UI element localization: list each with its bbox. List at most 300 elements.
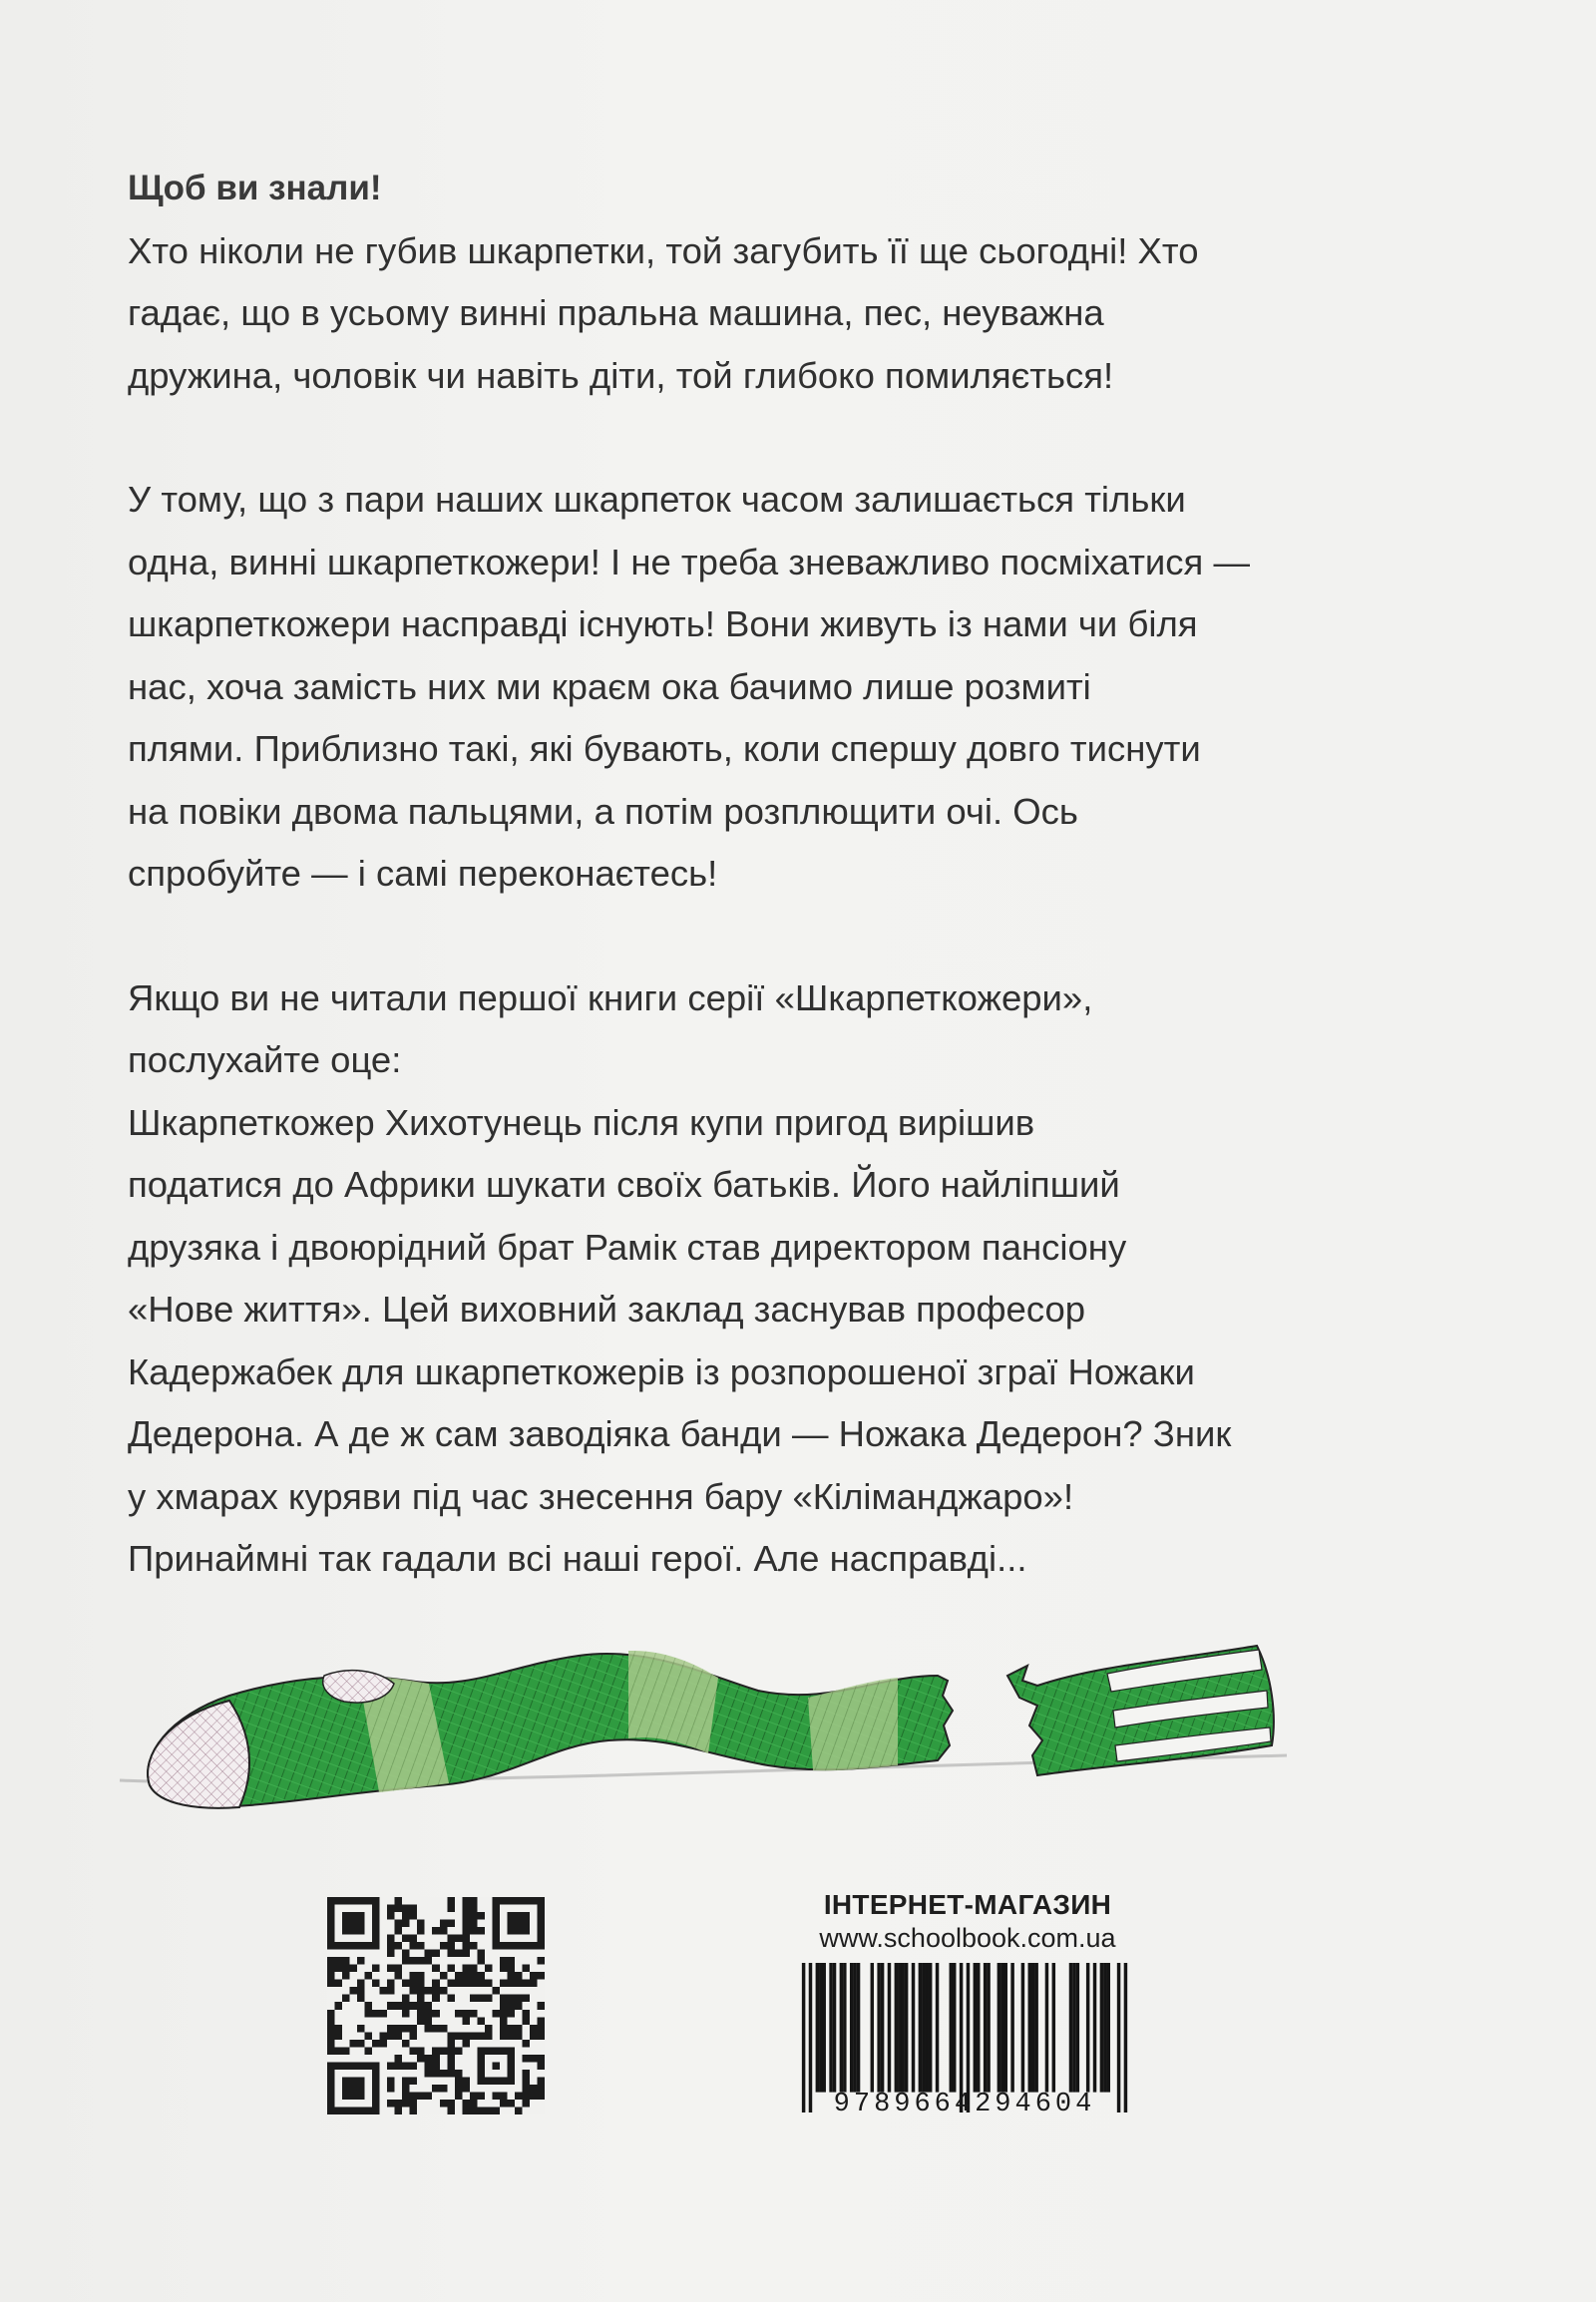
qr-module (357, 1957, 365, 1965)
qr-module (500, 2002, 508, 2010)
qr-module (410, 1972, 418, 1980)
qr-module (500, 2010, 508, 2018)
qr-module (335, 1957, 343, 1965)
qr-module (537, 2085, 545, 2093)
qr-module (402, 2077, 410, 2085)
qr-module (440, 1927, 448, 1935)
online-store-label (768, 1888, 1167, 1954)
qr-module (387, 2025, 395, 2033)
qr-module (402, 1980, 410, 1988)
qr-module (455, 2092, 463, 2100)
qr-module (447, 2047, 455, 2055)
qr-module (522, 2085, 530, 2093)
barcode-bar (819, 1963, 822, 2093)
qr-module (402, 2085, 410, 2093)
qr-module (477, 1912, 485, 1920)
qr-module (500, 2025, 508, 2033)
qr-module (350, 1965, 358, 1973)
barcode-bar (843, 1963, 846, 2093)
qr-module (462, 1905, 470, 1913)
barcode-bar (977, 1963, 980, 2093)
qr-module (462, 1935, 470, 1943)
barcode-bar (895, 1963, 898, 2093)
barcode-bar (1107, 1963, 1110, 2093)
sock-toe (148, 1701, 249, 1808)
qr-module (537, 2025, 545, 2033)
qr-module (395, 1942, 403, 1950)
qr-module (357, 2040, 365, 2048)
qr-module (522, 1965, 530, 1973)
barcode-bar (919, 1963, 922, 2093)
qr-module (417, 1987, 425, 1995)
barcode-bar (871, 1963, 874, 2093)
qr-module (432, 2047, 440, 2055)
qr-module (447, 2055, 455, 2063)
qr-module (402, 2025, 410, 2033)
qr-module (417, 2047, 425, 2055)
qr-module (507, 1957, 515, 1965)
qr-module (387, 1980, 395, 1988)
qr-module (395, 1927, 403, 1935)
qr-module (447, 2100, 455, 2108)
qr-module (417, 1927, 425, 1935)
qr-module (522, 2100, 530, 2108)
qr-module (335, 2002, 343, 2010)
barcode-bar (953, 1963, 956, 2093)
qr-module (530, 2092, 538, 2100)
qr-module (447, 1965, 455, 1973)
qr-module (327, 1965, 335, 1973)
qr-module (455, 1980, 463, 1988)
qr-module (432, 1950, 440, 1958)
qr-module (425, 2025, 433, 2033)
qr-module (432, 1987, 440, 1995)
qr-module (477, 2092, 485, 2100)
barcode-bar (912, 1963, 915, 2093)
barcode-bar (1034, 1963, 1037, 2093)
qr-module (342, 2047, 350, 2055)
qr-module (470, 1942, 478, 1950)
barcode-bar (1093, 1963, 1096, 2093)
qr-module (357, 1987, 365, 1995)
qr-module (507, 2010, 515, 2018)
qr-module (432, 1980, 440, 1988)
qr-module (387, 1905, 395, 1913)
qr-module (455, 2010, 463, 2018)
barcode-bar (905, 1963, 908, 2093)
qr-module (462, 1912, 470, 1920)
qr-module (522, 2055, 530, 2063)
qr-module (440, 2047, 448, 2055)
qr-module (440, 2100, 448, 2108)
qr-module (447, 2062, 455, 2070)
qr-module (395, 2062, 403, 2070)
qr-module (327, 2025, 335, 2033)
qr-module (500, 1995, 508, 2003)
qr-module (410, 1912, 418, 1920)
qr-module (387, 2032, 395, 2040)
qr-module (447, 1920, 455, 1928)
qr-module (327, 2017, 335, 2025)
qr-module (447, 1980, 455, 1988)
qr-module (507, 2032, 515, 2040)
qr-module (530, 1972, 538, 1980)
qr-module (425, 2092, 433, 2100)
qr-module (432, 2010, 440, 2018)
qr-module (365, 2010, 373, 2018)
paragraph-series-note: Якщо ви не читали першої книги серії «Шкарпеткожери», послухайте оце: (128, 976, 1093, 1080)
qr-module (537, 1972, 545, 1980)
qr-module (395, 2055, 403, 2063)
qr-module (387, 1987, 395, 1995)
barcode-bar (922, 1963, 925, 2093)
qr-module (417, 2055, 425, 2063)
qr-module (372, 1965, 380, 1973)
qr-module (507, 1995, 515, 2003)
qr-module (477, 1927, 485, 1935)
qr-module (395, 1897, 403, 1905)
qr-module (440, 2070, 448, 2078)
qr-module (387, 2100, 395, 2108)
qr-module (335, 2025, 343, 2033)
qr-module (365, 2047, 373, 2055)
qr-module (485, 1980, 493, 1988)
barcode-bar (1031, 1963, 1034, 2093)
qr-module (380, 2010, 388, 2018)
qr-module (350, 1987, 358, 1995)
qr-module (462, 1927, 470, 1935)
barcode-bar (877, 1963, 880, 2093)
barcode-bar (1076, 1963, 1079, 2093)
qr-module (470, 1927, 478, 1935)
qr-module (477, 1995, 485, 2003)
qr-module (387, 2085, 395, 2093)
barcode-bar (1010, 1963, 1013, 2093)
qr-module (485, 2107, 493, 2114)
qr-module (507, 2025, 515, 2033)
qr-module (357, 1980, 365, 1988)
qr-module (395, 1920, 403, 1928)
qr-module (522, 1980, 530, 1988)
qr-module (410, 2002, 418, 2010)
qr-module (462, 1897, 470, 1905)
qr-module (537, 2092, 545, 2100)
qr-module (470, 2107, 478, 2114)
torn-sock-illustration (110, 1636, 1317, 1855)
qr-module (410, 2032, 418, 2040)
qr-module (455, 2085, 463, 2093)
qr-module (440, 1942, 448, 1950)
paragraph-intro: Хто ніколи не губив шкарпетки, той загубить її ще сьогодні! Хто гадає, що в усьому винні пральна машина, пес, неуважна дружина, чоловік чи навіть діти, той глибоко помиляється! (128, 229, 1199, 396)
qr-module (365, 1972, 373, 1980)
qr-module (410, 2092, 418, 2100)
qr-module (500, 1965, 508, 1973)
qr-module (402, 1957, 410, 1965)
qr-module (537, 2032, 545, 2040)
qr-module (477, 1980, 485, 1988)
qr-module (372, 2010, 380, 2018)
qr-module (410, 1942, 418, 1950)
qr-module (402, 1920, 410, 1928)
barcode-bar (888, 1963, 891, 2093)
qr-module (470, 1965, 478, 1973)
qr-module (462, 1950, 470, 1958)
qr-module (395, 1965, 403, 1973)
qr-module (470, 2032, 478, 2040)
qr-module (485, 1995, 493, 2003)
qr-module (530, 2085, 538, 2093)
qr-module (500, 2092, 508, 2100)
qr-module (477, 1957, 485, 1965)
qr-module (417, 1980, 425, 1988)
barcode-bar (829, 1963, 832, 2093)
qr-module (410, 1905, 418, 1913)
qr-module (477, 1972, 485, 1980)
qr-module (417, 2092, 425, 2100)
qr-module (455, 2070, 463, 2078)
qr-module (462, 1972, 470, 1980)
qr-module (432, 1965, 440, 1973)
qr-module (447, 2070, 455, 2078)
qr-module (447, 1905, 455, 1913)
qr-module (425, 2017, 433, 2025)
qr-module (462, 2107, 470, 2114)
qr-module (402, 2040, 410, 2048)
qr-module (530, 2025, 538, 2033)
qr-module (327, 2040, 335, 2048)
qr-module (432, 1927, 440, 1935)
qr-module (425, 2002, 433, 2010)
qr-module (425, 2062, 433, 2070)
qr-module (402, 1935, 410, 1943)
qr-module (417, 2017, 425, 2025)
barcode-bar (929, 1963, 932, 2093)
qr-module (462, 2032, 470, 2040)
qr-module (432, 2070, 440, 2078)
qr-module (500, 1957, 508, 1965)
barcode-bar (998, 1963, 1000, 2093)
qr-module (470, 2100, 478, 2108)
sock-stripe-3 (808, 1678, 898, 1770)
qr-module (395, 2107, 403, 2114)
qr-module (365, 2002, 373, 2010)
qr-module (365, 2032, 373, 2040)
isbn-number: 9789664294604 (833, 2090, 1096, 2119)
qr-module (387, 1935, 395, 1943)
qr-module (522, 1995, 530, 2003)
qr-module (515, 1980, 523, 1988)
paragraph-summary: Шкарпеткожер Хихотунець після купи пригод вирішив податися до Африки шукати своїх батьків. Його найліпший друзяка і двоюрідний брат Рамік став директором пансіону «Нове життя». Цей виховний заклад заснував професор Кадержабек для шкарпеткожерів із розпорошеної зграї Ножаки Дедерона. А де ж сам заводіяка банди — Ножака Дедерон? Зник у хмарах куряви під час знесення бару «Кіліманджаро»! Принаймні так гадали всі наші герої. Але насправді... (128, 1101, 1232, 1579)
qr-module (342, 1957, 350, 1965)
qr-module (455, 1972, 463, 1980)
qr-module (395, 1905, 403, 1913)
qr-module (455, 2047, 463, 2055)
qr-module (462, 2077, 470, 2085)
qr-module (387, 1965, 395, 1973)
qr-module (455, 1935, 463, 1943)
qr-module (522, 2040, 530, 2048)
qr-module (387, 2062, 395, 2070)
qr-module (507, 1972, 515, 1980)
qr-module (402, 2002, 410, 2010)
qr-module (432, 2062, 440, 2070)
barcode-bar (974, 1963, 977, 2093)
qr-module (515, 2107, 523, 2114)
qr-module (417, 1957, 425, 1965)
qr-module (410, 2107, 418, 2114)
qr-module (417, 2010, 425, 2018)
qr-module (432, 2025, 440, 2033)
qr-module (410, 2047, 418, 2055)
qr-module (380, 2040, 388, 2048)
qr-module (327, 1972, 335, 1980)
qr-module (455, 2032, 463, 2040)
qr-module (395, 2025, 403, 2033)
qr-module (462, 1965, 470, 1973)
qr-module (537, 2055, 545, 2063)
qr-module (470, 1920, 478, 1928)
qr-module (537, 1957, 545, 1965)
qr-module (440, 1972, 448, 1980)
barcode-bar (1052, 1963, 1055, 2093)
qr-module (425, 1950, 433, 1958)
qr-module (492, 2092, 500, 2100)
qr-module (357, 2025, 365, 2033)
qr-module (515, 1995, 523, 2003)
qr-module (470, 1995, 478, 2003)
barcode-bar (901, 1963, 904, 2093)
qr-module (342, 1995, 350, 2003)
qr-module (462, 1980, 470, 1988)
store-title: ІНТЕРНЕТ-МАГАЗИН (823, 1889, 1112, 1920)
qr-module (410, 1987, 418, 1995)
qr-module (485, 1965, 493, 1973)
qr-module (500, 2100, 508, 2108)
qr-module (402, 1912, 410, 1920)
heading: Щоб ви знали! (128, 169, 382, 207)
qr-module (530, 2032, 538, 2040)
qr-module (440, 1920, 448, 1928)
qr-module (530, 1980, 538, 1988)
qr-module (410, 1935, 418, 1943)
qr-module (477, 2017, 485, 2025)
qr-module (395, 2100, 403, 2108)
qr-module (447, 2040, 455, 2048)
qr-module (485, 2025, 493, 2033)
qr-module (402, 1950, 410, 1958)
qr-module (522, 2092, 530, 2100)
barcode-bar (816, 1963, 819, 2093)
qr-module (342, 1965, 350, 1973)
qr-module (440, 2025, 448, 2033)
qr-module (462, 1920, 470, 1928)
qr-module (432, 2085, 440, 2093)
qr-module (335, 1980, 343, 1988)
qr-module (402, 1905, 410, 1913)
qr-module (477, 1950, 485, 1958)
store-url: www.schoolbook.com.ua (819, 1923, 1116, 1953)
barcode-bar (950, 1963, 953, 2093)
qr-module (410, 1980, 418, 1988)
qr-module (470, 2092, 478, 2100)
barcode-bar (1086, 1963, 1089, 2093)
qr-module (522, 2017, 530, 2025)
barcode-bar (822, 1963, 825, 2093)
qr-module (455, 1950, 463, 1958)
barcode-bar (1069, 1963, 1072, 2093)
barcode-bar (1003, 1963, 1006, 2093)
qr-module (410, 2062, 418, 2070)
qr-module (387, 1942, 395, 1950)
qr-module (462, 2100, 470, 2108)
qr-module (447, 1897, 455, 1905)
qr-module (530, 2055, 538, 2063)
qr-module (455, 2077, 463, 2085)
qr-module (417, 1995, 425, 2003)
qr-module (417, 2002, 425, 2010)
qr-module (395, 2002, 403, 2010)
qr-module (335, 2047, 343, 2055)
qr-code (327, 1897, 545, 2114)
qr-module (410, 1957, 418, 1965)
qr-module (470, 1972, 478, 1980)
qr-module (387, 2077, 395, 2085)
cover-text (128, 158, 1404, 1591)
qr-module (440, 1987, 448, 1995)
barcode-bar (857, 1963, 860, 2093)
qr-module (350, 2040, 358, 2048)
barcode-bar (936, 1963, 939, 2093)
qr-module (515, 2092, 523, 2100)
qr-module (380, 2032, 388, 2040)
qr-module (425, 2010, 433, 2018)
qr-module (507, 2100, 515, 2108)
barcode-bar (833, 1963, 836, 2093)
qr-module (462, 2040, 470, 2048)
qr-module (477, 2032, 485, 2040)
qr-module (425, 1987, 433, 1995)
qr-module (485, 2032, 493, 2040)
qr-module (402, 2062, 410, 2070)
qr-module (357, 1995, 365, 2003)
qr-module (507, 2002, 515, 2010)
qr-module (417, 1920, 425, 1928)
qr-module (327, 1980, 335, 1988)
qr-module (432, 2055, 440, 2063)
qr-module (372, 1980, 380, 1988)
qr-module (477, 2107, 485, 2114)
qr-module (425, 2055, 433, 2063)
qr-module (410, 2077, 418, 2085)
qr-module (440, 2085, 448, 2093)
qr-module (515, 2032, 523, 2040)
qr-module (447, 1935, 455, 1943)
qr-module (447, 1942, 455, 1950)
qr-module (462, 2017, 470, 2025)
qr-module (500, 1980, 508, 1988)
qr-module (387, 1950, 395, 1958)
qr-module (335, 1965, 343, 1973)
qr-module (507, 1980, 515, 1988)
qr-module (402, 2010, 410, 2018)
qr-module (470, 1897, 478, 1905)
qr-module (522, 2070, 530, 2078)
qr-module (342, 1972, 350, 1980)
qr-module (537, 2062, 545, 2070)
qr-module (425, 2070, 433, 2078)
qr-module (447, 2032, 455, 2040)
qr-module (425, 1957, 433, 1965)
